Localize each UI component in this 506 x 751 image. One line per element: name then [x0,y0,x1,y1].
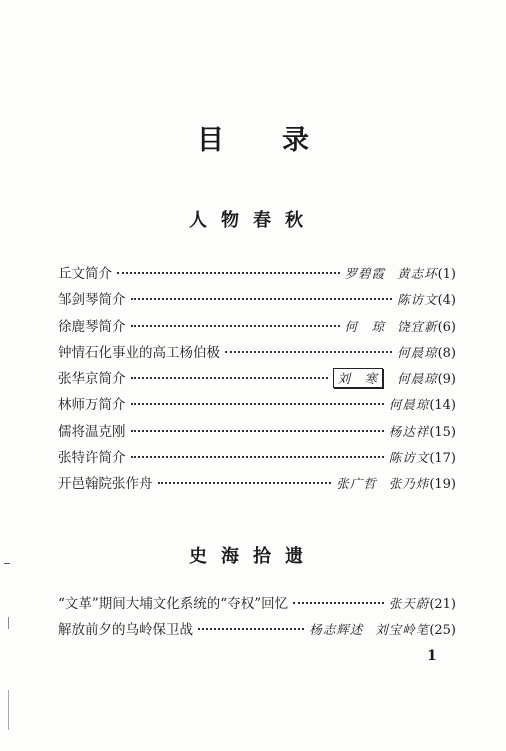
dot-leader [198,628,304,630]
entry-author: 饶宜新 [397,318,438,334]
entry-author: 张广哲 [336,476,377,492]
scan-artifact [8,617,9,629]
section-heading-history: 史海拾遗 [189,546,317,567]
entry-title: 张华京简介 [58,371,126,388]
scan-artifact [4,563,10,564]
dot-leader [131,403,384,405]
entry-title: 张特许简介 [58,450,126,467]
entry-title: 开邑翰院张作舟 [58,476,153,493]
toc-entry[interactable] [58,420,456,446]
entry-page: (4) [437,293,456,309]
entry-page: (9) [437,372,456,388]
entry-title: “文革”期间大埔文化系统的“夺权”回忆 [58,596,289,612]
toc-entry[interactable] [58,367,456,393]
entry-title: 儒将温克刚 [58,423,126,440]
dot-leader [131,456,384,458]
page-number: 1 [427,648,437,664]
entry-title: 丘文简介 [58,266,112,282]
toc-entry[interactable] [58,315,456,341]
entry-page: (14) [429,398,456,414]
entry-author: 黄志环 [397,266,438,281]
entry-author: 杨志辉述 [309,622,364,638]
section-heading-people: 人物春秋 [189,210,317,231]
dot-leader [225,351,392,353]
entry-page: (25) [429,623,456,639]
toc-entry[interactable] [58,446,456,472]
entry-title: 钟情石化事业的高工杨伯极 [58,344,220,361]
toc-entry[interactable] [58,472,456,498]
title-char-1: 目 [197,125,224,156]
toc-entry[interactable] [58,262,456,288]
entry-author-boxed: 刘 寒 [333,368,384,388]
dot-leader [131,298,393,300]
entry-title: 邹剑琴简介 [58,292,126,309]
scan-artifact [8,690,9,730]
toc-entry[interactable] [58,288,456,314]
entry-author: 何 琼 [344,318,386,334]
title-char-2: 录 [282,125,309,156]
entry-author: 何晨琼 [397,344,438,360]
entry-title: 解放前夕的乌岭保卫战 [58,622,193,639]
page-title [0,118,506,157]
entry-page: (1) [437,267,456,282]
entry-page: (8) [437,345,456,361]
entry-author: 张天蔚 [388,596,430,611]
dot-leader [131,377,328,379]
toc-list-history [58,592,456,645]
entry-author: 杨达祥 [388,423,430,439]
entry-author: 何晨琼 [388,397,430,413]
toc-entry[interactable] [58,341,456,367]
entry-page: (15) [429,424,456,440]
entry-author: 陈访文 [388,450,430,466]
toc-entry[interactable] [58,393,456,419]
entry-page: (21) [429,597,456,612]
entry-author: 何晨琼 [397,371,438,387]
entry-author: 陈访文 [397,292,438,308]
dot-leader [131,325,340,327]
dot-leader [131,430,384,432]
entry-page: (6) [437,319,456,335]
toc-entry[interactable] [58,618,456,644]
entry-page: (17) [429,451,456,467]
entry-title: 徐鹿琴简介 [58,318,126,335]
dot-leader [293,602,384,604]
entry-author: 罗碧霞 [344,266,386,281]
toc-entry[interactable] [58,592,456,618]
entry-page: (19) [429,477,456,493]
toc-list-people [58,262,456,499]
entry-author: 刘宝岭笔 [375,622,430,638]
dot-leader [158,482,332,484]
dot-leader [117,272,340,274]
entry-author: 张乃炜 [388,476,430,492]
entry-title: 林师万简介 [58,397,126,414]
